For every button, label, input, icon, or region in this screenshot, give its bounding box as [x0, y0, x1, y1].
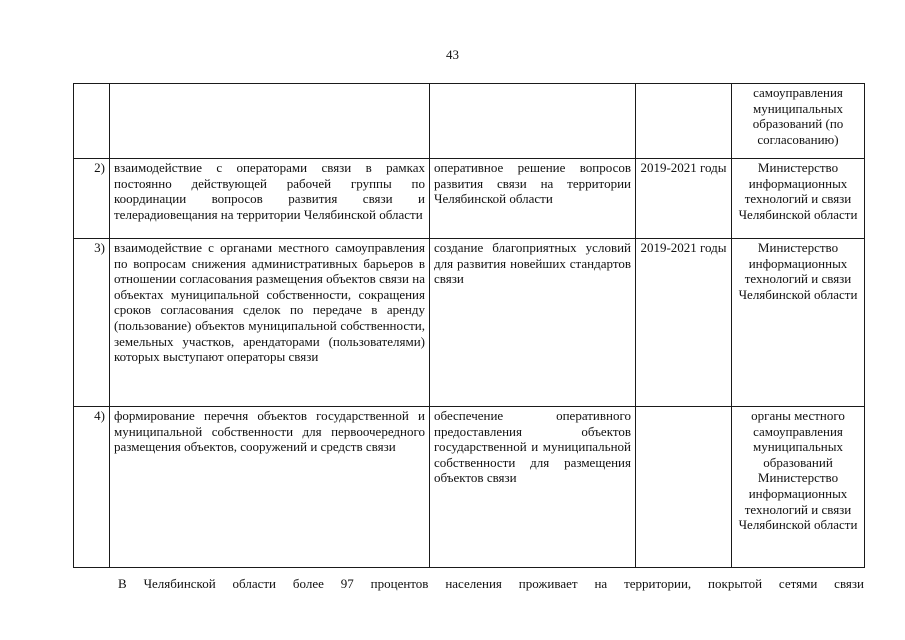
- action-cell: взаимодействие с операторами связи в рамках постоянно действующей рабочей группы по координации вопросов развития связи и телерадиовещания на территории Челябинской области: [110, 159, 430, 239]
- term-cell: [636, 84, 732, 159]
- body-paragraph: В Челябинской области более 97 процентов населения проживает на территории, покрытой сетями связи: [118, 576, 864, 591]
- result-cell: создание благоприятных условий для развития новейших стандартов связи: [430, 239, 636, 407]
- responsible-cell: самоуправления муниципальных образований (по согласованию): [732, 84, 865, 159]
- responsible-cell: Министерство информационных технологий и связи Челябинской области: [732, 159, 865, 239]
- action-cell: взаимодействие с органами местного самоуправления по вопросам снижения административных барьеров в отношении согласования размещения объектов связи на объектах муниципальной собственности, сокращения сроков согласования сделок по передаче в аренду (пользование) объектов муниципальной собственности, земельных участков, арендаторами (пользователями) которых выступают операторы связи: [110, 239, 430, 407]
- table-row: [74, 159, 865, 239]
- page-number: 43: [446, 47, 459, 62]
- row-number-cell: 4): [74, 407, 110, 568]
- row-number-cell: [74, 84, 110, 159]
- row-number-cell: 3): [74, 239, 110, 407]
- table-row: [74, 239, 865, 407]
- term-cell: 2019-2021 годы: [636, 159, 732, 239]
- table-row: [74, 407, 865, 568]
- responsible-cell: органы местного самоуправления муниципальных образований Министерство информационных технологий и связи Челябинской области: [732, 407, 865, 568]
- result-cell: [430, 84, 636, 159]
- term-cell: 2019-2021 годы: [636, 239, 732, 407]
- result-cell: обеспечение оперативного предоставления объектов государственной и муниципальной собственности для размещения объектов связи: [430, 407, 636, 568]
- term-cell: [636, 407, 732, 568]
- row-number-cell: 2): [74, 159, 110, 239]
- result-cell: оперативное решение вопросов развития связи на территории Челябинской области: [430, 159, 636, 239]
- measures-table: [73, 83, 865, 568]
- action-cell: [110, 84, 430, 159]
- responsible-cell: Министерство информационных технологий и связи Челябинской области: [732, 239, 865, 407]
- table-row: [74, 84, 865, 159]
- action-cell: формирование перечня объектов государственной и муниципальной собственности для первоочередного размещения объектов, сооружений и средств связи: [110, 407, 430, 568]
